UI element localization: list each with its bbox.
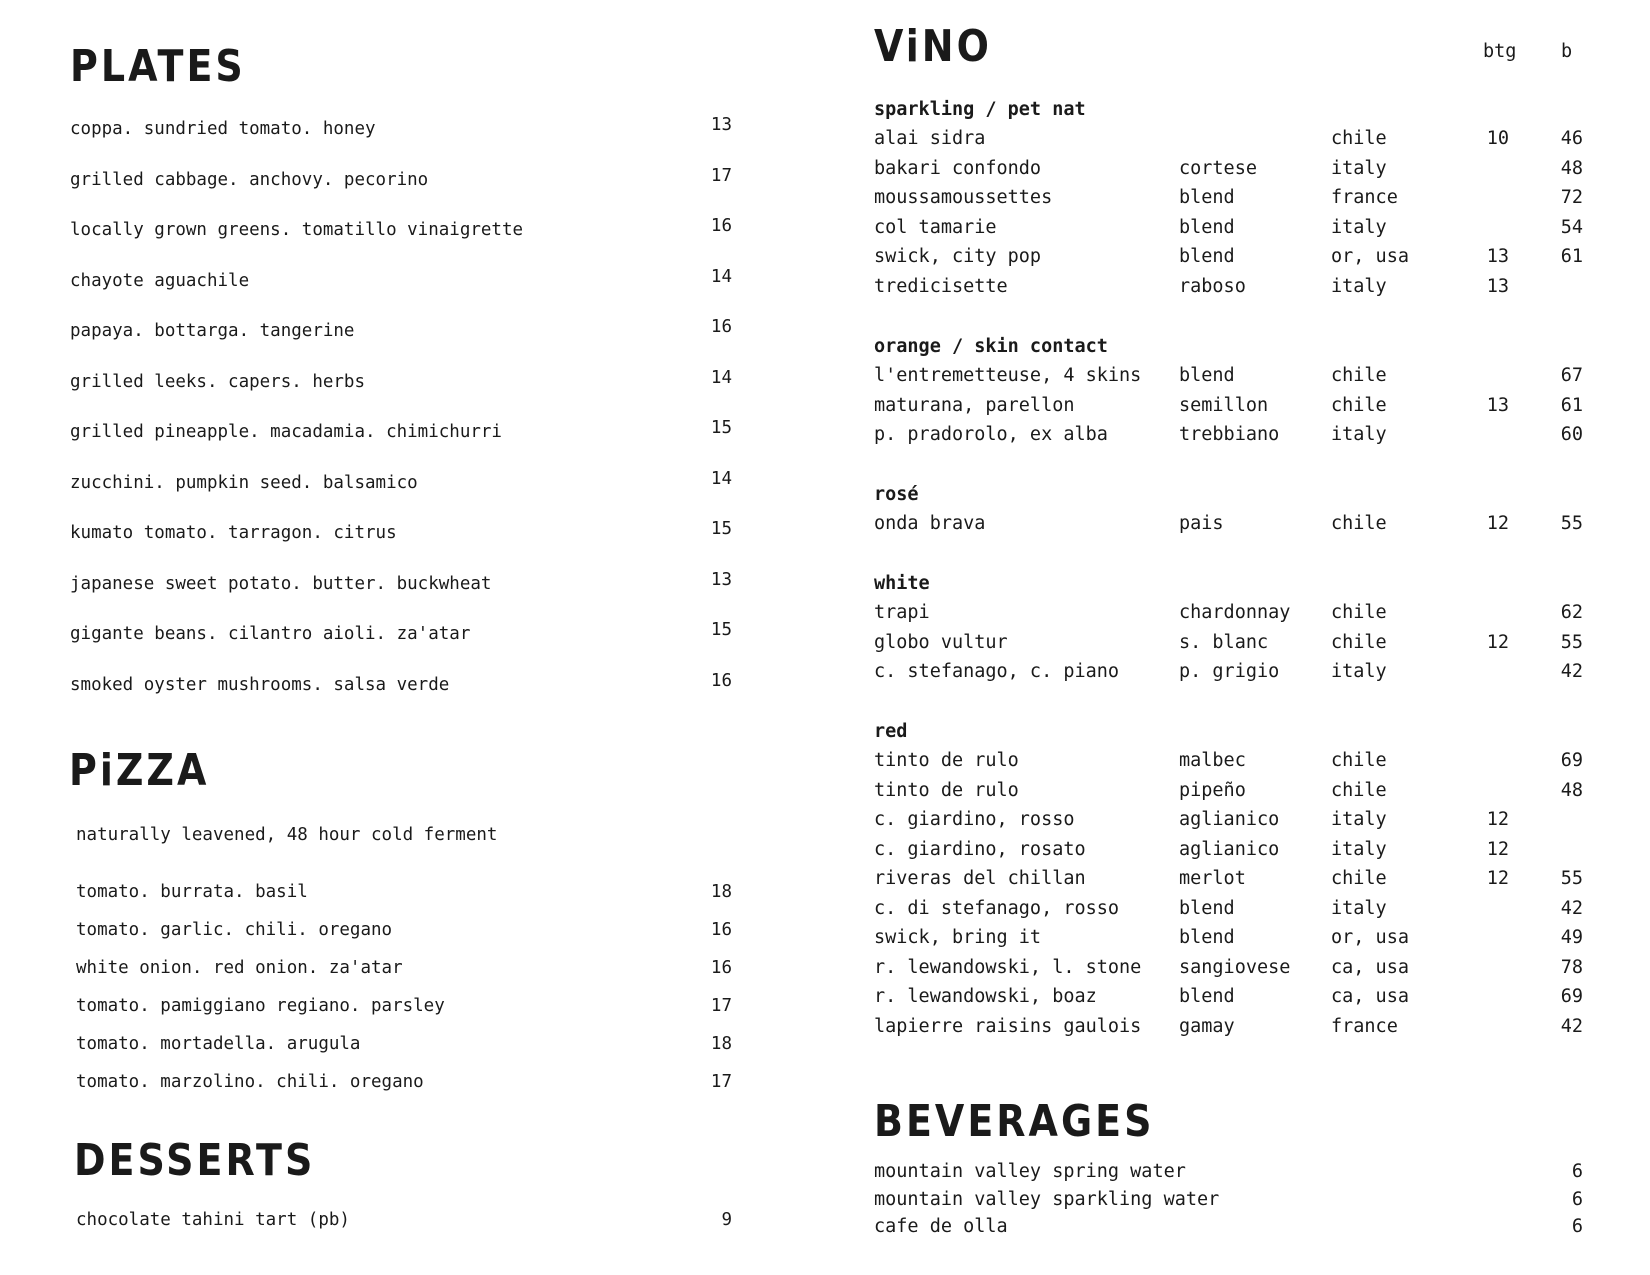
plate-item-price: 16 xyxy=(710,670,732,691)
wine-name: trapi xyxy=(874,602,930,623)
wine-price-bottle: 61 xyxy=(1560,394,1583,416)
wine-name: c. di stefanago, rosso xyxy=(874,897,1120,919)
wine-row xyxy=(874,509,1594,538)
wine-name: riveras del chillan xyxy=(874,868,1086,889)
wine-region: italy xyxy=(1331,275,1387,297)
wine-grape: blend xyxy=(1179,246,1235,267)
wine-row xyxy=(874,894,1594,923)
pizza-item-name: tomato. marzolino. chili. oregano xyxy=(76,1072,424,1092)
plates-heading: PLATES xyxy=(70,40,246,92)
wine-region: france xyxy=(1331,187,1398,208)
wine-price-bottle: 42 xyxy=(1560,661,1583,682)
plate-item-price: 14 xyxy=(710,468,732,489)
beverage-name: cafe de olla xyxy=(874,1216,1008,1237)
wine-price-bottle: 48 xyxy=(1560,779,1583,801)
plate-item-name: papaya. bottarga. tangerine xyxy=(70,321,355,341)
wine-price-bottle: 42 xyxy=(1560,1015,1583,1037)
wine-name: col tamarie xyxy=(874,216,997,238)
wine-region: chile xyxy=(1331,365,1387,386)
beverage-row xyxy=(874,1213,1594,1241)
wine-name: c. stefanago, c. piano xyxy=(874,661,1120,682)
wine-price-bottle: 49 xyxy=(1560,927,1583,948)
wine-grape: p. grigio xyxy=(1179,661,1280,682)
wine-name: tinto de rulo xyxy=(874,750,1019,771)
wine-grape: malbec xyxy=(1179,750,1246,771)
wine-grape: trebbiano xyxy=(1179,424,1280,445)
plate-item-name: gigante beans. cilantro aioli. za'atar xyxy=(70,624,471,644)
wine-grape: pipeño xyxy=(1179,779,1246,801)
wine-row xyxy=(874,391,1594,420)
desserts-heading: DESSERTS xyxy=(74,1134,316,1186)
wine-row xyxy=(874,805,1594,834)
plate-item-price: 13 xyxy=(710,115,732,135)
dessert-item-price: 9 xyxy=(721,1210,732,1230)
pizza-note: naturally leavened, 48 hour cold ferment xyxy=(76,825,498,845)
wine-category-heading: sparkling / pet nat xyxy=(874,99,1086,120)
wine-row xyxy=(874,953,1594,982)
wine-grape: semillon xyxy=(1179,394,1269,416)
wine-region: ca, usa xyxy=(1331,956,1409,978)
wine-name: tredicisette xyxy=(874,275,1008,297)
wine-grape: blend xyxy=(1179,187,1235,208)
wine-grape: blend xyxy=(1179,216,1235,238)
wine-name: r. lewandowski, l. stone xyxy=(874,956,1142,978)
wine-category-heading: orange / skin contact xyxy=(874,336,1108,357)
wine-region: italy xyxy=(1331,838,1387,860)
plate-item-name: grilled cabbage. anchovy. pecorino xyxy=(70,169,429,190)
wine-grape: blend xyxy=(1179,897,1235,919)
wine-region: or, usa xyxy=(1331,927,1409,948)
wine-row xyxy=(874,657,1594,686)
plate-item-name: zucchini. pumpkin seed. balsamico xyxy=(70,472,418,493)
wine-grape: aglianico xyxy=(1179,838,1280,860)
plate-item-price: 13 xyxy=(710,569,732,590)
wine-price-bottle: 54 xyxy=(1560,216,1583,238)
wine-price-glass: 12 xyxy=(1486,868,1509,889)
wine-row xyxy=(874,420,1594,449)
wine-row xyxy=(874,746,1594,775)
wine-price-glass: 12 xyxy=(1486,513,1509,534)
wine-name: c. giardino, rosso xyxy=(874,809,1075,830)
plate-item-name: locally grown greens. tomatillo vinaigrette xyxy=(70,220,524,240)
wine-price-bottle: 55 xyxy=(1560,631,1583,653)
wine-row xyxy=(874,1012,1594,1041)
wine-price-glass: 12 xyxy=(1486,838,1509,860)
wine-row xyxy=(874,923,1594,952)
wine-grape: blend xyxy=(1179,927,1235,948)
pizza-item-price: 16 xyxy=(710,920,732,940)
plate-item-name: coppa. sundried tomato. honey xyxy=(70,119,376,139)
wine-region: italy xyxy=(1331,661,1387,682)
wine-grape: blend xyxy=(1179,986,1235,1007)
wine-grape: chardonnay xyxy=(1179,602,1291,623)
plate-item-name: chayote aguachile xyxy=(70,270,250,291)
wine-name: swick, city pop xyxy=(874,246,1042,267)
wine-grape: blend xyxy=(1179,365,1235,386)
wine-grape: aglianico xyxy=(1179,809,1280,830)
pizza-item-name: tomato. pamiggiano regiano. parsley xyxy=(76,996,445,1016)
wine-row xyxy=(874,272,1594,301)
wine-row xyxy=(874,213,1594,242)
wine-name: c. giardino, rosato xyxy=(874,838,1086,860)
wine-grape: sangiovese xyxy=(1179,956,1291,978)
column-header-btg: btg xyxy=(1483,41,1517,62)
wine-price-bottle: 61 xyxy=(1560,246,1583,267)
pizza-item-price: 17 xyxy=(710,1072,732,1092)
wine-row xyxy=(874,864,1594,893)
wine-region: chile xyxy=(1331,868,1387,889)
beverages-heading: BEVERAGES xyxy=(874,1095,1155,1147)
wine-price-bottle: 46 xyxy=(1560,128,1583,149)
pizza-item-price: 16 xyxy=(710,958,732,978)
wine-row xyxy=(874,776,1594,805)
wine-region: or, usa xyxy=(1331,246,1409,267)
pizza-item-name: white onion. red onion. za'atar xyxy=(76,958,403,978)
beverage-row xyxy=(874,1186,1594,1214)
wine-price-bottle: 48 xyxy=(1560,157,1583,179)
wine-price-bottle: 60 xyxy=(1560,424,1583,445)
plate-item-name: japanese sweet potato. butter. buckwheat xyxy=(70,573,492,594)
wine-region: chile xyxy=(1331,750,1387,771)
wine-price-glass: 10 xyxy=(1486,128,1509,149)
wine-price-glass: 13 xyxy=(1486,394,1509,416)
plate-item-name: kumato tomato. tarragon. citrus xyxy=(70,523,397,543)
wine-region: chile xyxy=(1331,513,1387,534)
plate-item-price: 16 xyxy=(710,317,732,337)
wine-name: l'entremetteuse, 4 skins xyxy=(874,365,1142,386)
beverage-name: mountain valley sparkling water xyxy=(874,1188,1220,1210)
wine-region: ca, usa xyxy=(1331,986,1409,1007)
beverage-price: 6 xyxy=(1571,1188,1583,1210)
wine-region: france xyxy=(1331,1015,1398,1037)
vino-heading: ViNO xyxy=(874,20,992,72)
wine-name: globo vultur xyxy=(874,631,1008,653)
wine-region: chile xyxy=(1331,779,1387,801)
dessert-item-name: chocolate tahini tart (pb) xyxy=(76,1210,350,1230)
wine-name: maturana, parellon xyxy=(874,394,1075,416)
wine-name: onda brava xyxy=(874,513,986,534)
beverage-name: mountain valley spring water xyxy=(874,1161,1186,1182)
plate-item-price: 14 xyxy=(710,367,732,388)
plate-item-name: smoked oyster mushrooms. salsa verde xyxy=(70,674,450,695)
plate-item-price: 15 xyxy=(710,620,732,640)
wine-grape: cortese xyxy=(1179,157,1257,179)
wine-row xyxy=(874,628,1594,657)
wine-name: p. pradorolo, ex alba xyxy=(874,424,1108,445)
plate-item-price: 15 xyxy=(710,519,732,539)
wine-region: italy xyxy=(1331,216,1387,238)
wine-region: italy xyxy=(1331,809,1387,830)
pizza-item-name: tomato. mortadella. arugula xyxy=(76,1034,361,1054)
wine-price-bottle: 78 xyxy=(1560,956,1583,978)
wine-row xyxy=(874,598,1594,627)
wine-grape: gamay xyxy=(1179,1015,1235,1037)
wine-grape: raboso xyxy=(1179,275,1246,297)
wine-region: chile xyxy=(1331,631,1387,653)
wine-name: tinto de rulo xyxy=(874,779,1019,801)
plate-item-name: grilled pineapple. macadamia. chimichurri xyxy=(70,422,502,442)
plate-item-price: 15 xyxy=(710,418,732,438)
wine-category-heading: white xyxy=(874,573,930,594)
wine-price-bottle: 55 xyxy=(1560,868,1583,889)
wine-grape: pais xyxy=(1179,513,1224,534)
wine-region: italy xyxy=(1331,157,1387,179)
wine-row xyxy=(874,242,1594,271)
wine-name: swick, bring it xyxy=(874,927,1042,948)
pizza-item-name: tomato. garlic. chili. oregano xyxy=(76,920,393,940)
wine-grape: s. blanc xyxy=(1179,631,1269,653)
pizza-item-price: 17 xyxy=(710,996,732,1016)
wine-category-heading: red xyxy=(874,721,908,742)
wine-region: chile xyxy=(1331,394,1387,416)
wine-name: moussamoussettes xyxy=(874,187,1053,208)
wine-name: bakari confondo xyxy=(874,157,1042,179)
wine-row xyxy=(874,361,1594,390)
wine-name: alai sidra xyxy=(874,128,986,149)
wine-price-bottle: 69 xyxy=(1560,750,1583,771)
beverage-row xyxy=(874,1158,1594,1186)
plate-item-price: 16 xyxy=(710,216,732,236)
wine-price-glass: 12 xyxy=(1486,809,1509,830)
wine-price-glass: 13 xyxy=(1486,246,1509,267)
wine-price-bottle: 62 xyxy=(1560,602,1583,623)
wine-price-glass: 13 xyxy=(1486,275,1509,297)
wine-region: chile xyxy=(1331,602,1387,623)
pizza-item-name: tomato. burrata. basil xyxy=(76,882,308,902)
wine-price-bottle: 67 xyxy=(1560,365,1583,386)
wine-region: italy xyxy=(1331,424,1387,445)
pizza-item-price: 18 xyxy=(710,1034,732,1054)
wine-region: chile xyxy=(1331,128,1387,149)
wine-grape: merlot xyxy=(1179,868,1246,889)
wine-region: italy xyxy=(1331,897,1387,919)
plate-item-price: 17 xyxy=(710,165,732,186)
wine-category-heading: rosé xyxy=(874,484,919,505)
wine-row xyxy=(874,154,1594,183)
wine-row xyxy=(874,835,1594,864)
beverage-price: 6 xyxy=(1571,1161,1583,1182)
wine-price-bottle: 72 xyxy=(1560,187,1583,208)
wine-row xyxy=(874,982,1594,1011)
wine-price-bottle: 69 xyxy=(1560,986,1583,1007)
pizza-item-price: 18 xyxy=(710,882,732,902)
plate-item-price: 14 xyxy=(710,266,732,287)
pizza-heading: PiZZA xyxy=(69,744,210,796)
wine-name: lapierre raisins gaulois xyxy=(874,1015,1142,1037)
column-header-bottle: b xyxy=(1561,41,1573,62)
wine-row xyxy=(874,183,1594,212)
wine-name: r. lewandowski, boaz xyxy=(874,986,1097,1007)
wine-price-glass: 12 xyxy=(1486,631,1509,653)
wine-price-bottle: 55 xyxy=(1560,513,1583,534)
beverage-price: 6 xyxy=(1571,1216,1583,1237)
wine-price-bottle: 42 xyxy=(1560,897,1583,919)
wine-row xyxy=(874,124,1594,153)
plate-item-name: grilled leeks. capers. herbs xyxy=(70,371,366,392)
